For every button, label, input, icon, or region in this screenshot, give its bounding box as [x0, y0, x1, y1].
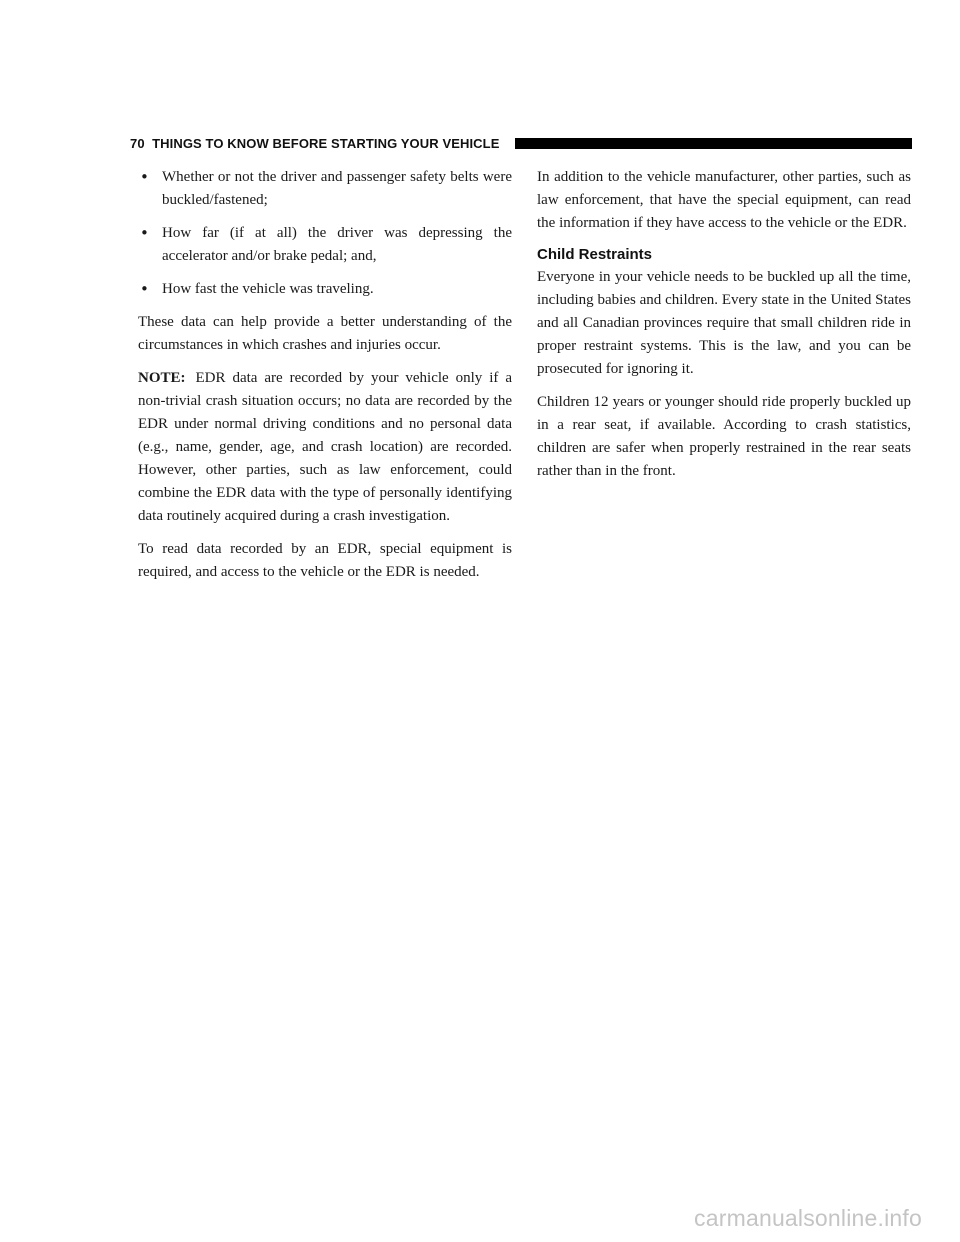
bullet-text: How fast the vehicle was traveling.: [162, 281, 374, 297]
page-header: [130, 136, 912, 152]
bullet-icon: •: [140, 168, 149, 186]
bullet-icon: •: [140, 280, 149, 298]
note-text: EDR data are recorded by your vehicle only if a non-trivial crash situation occurs; no data are recorded by the EDR under normal driving conditions and no personal data (e.g., name, gender, age, and crash location) are recorded. However, other parties, such as law enforcement, could combine the EDR data with the type of personally identifying data routinely acquired during a crash investigation.: [138, 370, 512, 524]
edr-data-bullet-list: [138, 166, 512, 301]
section-title: THINGS TO KNOW BEFORE STARTING YOUR VEHICLE: [152, 136, 500, 151]
note-paragraph: [138, 367, 512, 528]
right-column: [537, 166, 911, 493]
left-column: [138, 166, 512, 594]
section-heading-child-restraints: Child Restraints: [537, 246, 653, 263]
paragraph-edr-understanding: These data can help provide a better understanding of the circumstances in which crashes and injuries occur.: [138, 314, 512, 353]
bullet-text: How far (if at all) the driver was depressing the accelerator and/or brake pedal; and,: [162, 225, 512, 264]
page-number: 70: [130, 136, 145, 151]
site-watermark: carmanualsonline.info: [694, 1205, 922, 1231]
header-rule-bar: [515, 138, 912, 149]
list-item: [138, 222, 512, 268]
list-item: [138, 166, 512, 212]
note-label: NOTE:: [138, 370, 186, 386]
bullet-text: Whether or not the driver and passenger safety belts were buckled/fastened;: [162, 169, 512, 208]
paragraph-children-rear-seat: Children 12 years or younger should ride properly buckled up in a rear seat, if available. According to crash statistics, children are safer when properly restrained in the rear seats rather than in the front.: [537, 394, 911, 479]
paragraph-other-parties: In addition to the vehicle manufacturer, other parties, such as law enforcement, that have the special equipment, can read the information if they have access to the vehicle or the EDR.: [537, 169, 911, 231]
paragraph-edr-reading: To read data recorded by an EDR, special equipment is required, and access to the vehicle or the EDR is needed.: [138, 541, 512, 580]
paragraph-buckled-up: Everyone in your vehicle needs to be buckled up all the time, including babies and children. Every state in the United States and all Canadian provinces require that small children ride in proper restraint systems. This is the law, and you can be prosecuted for ignoring it.: [537, 269, 911, 377]
list-item: [138, 278, 512, 301]
running-head: [130, 136, 499, 152]
bullet-icon: •: [140, 224, 149, 242]
